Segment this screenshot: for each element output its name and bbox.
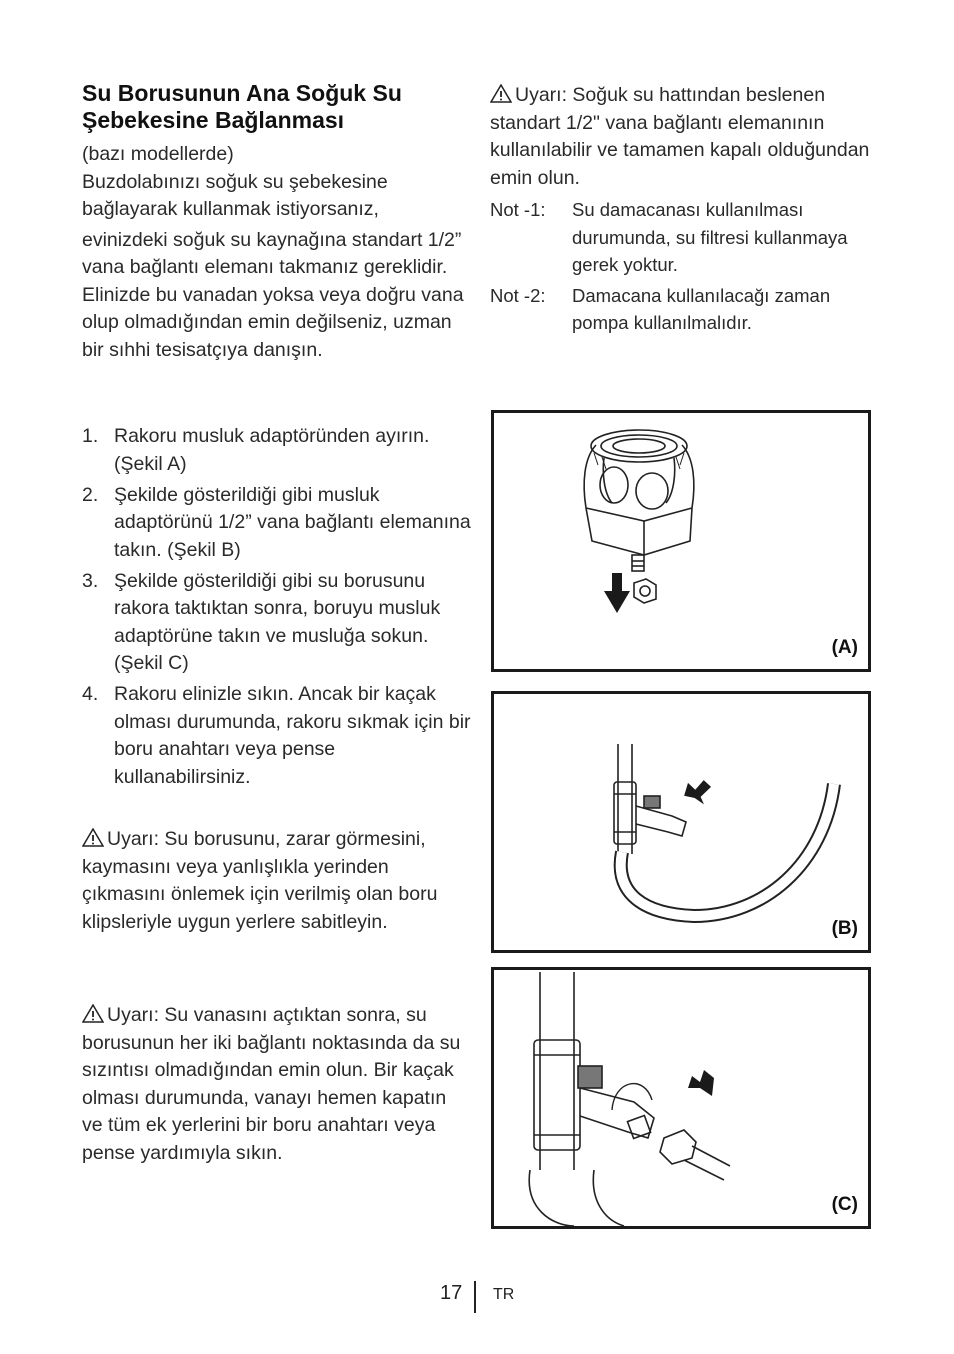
language-code: TR — [493, 1286, 515, 1303]
step-number: 1. — [82, 425, 99, 447]
valve-connection-illustration — [494, 694, 868, 950]
note-text: Damacana kullanılacağı zaman pompa kullanılmalıdır. — [572, 284, 831, 333]
intro-text — [82, 141, 477, 364]
figure-b — [491, 691, 871, 953]
figure-label: (A) — [831, 637, 858, 658]
notes — [490, 196, 875, 337]
warning-text: Uyarı: Su borusunu, zarar görmesini, kaymasını veya yanlışlıkla yerinden çıkmasını önlemek için verilmiş olan boru klipsleriyle uygun yerlere sabitleyin. — [82, 828, 438, 933]
step-text: Şekilde gösterildiği gibi su borusunu rakora taktıktan sonra, boruyu musluk adaptörüne takın ve musluğa sokun. (Şekil C) — [114, 569, 441, 674]
tap-adapter-illustration — [494, 413, 868, 669]
warning-icon — [82, 828, 104, 847]
step-number: 4. — [82, 683, 99, 705]
list-item — [82, 681, 477, 791]
step-text: Şekilde gösterildiği gibi musluk adaptörünü 1/2” vana bağlantı elemanına takın. (Şekil B) — [114, 483, 471, 561]
warning-pipe-clips — [82, 826, 467, 936]
warning-valve — [490, 82, 875, 192]
intro-line: evinizdeki soğuk su kaynağına standart 1/2” vana bağlantı elemanı takmanız gereklidir. Elinizde bu vanadan yoksa veya doğru vana olup olmadığından emin değilseniz, uzman bir sıhhi tesisatçıya danışın. — [82, 228, 464, 361]
section-heading: Su Borusunun Ana Soğuk Su Şebekesine Bağlanması — [82, 80, 402, 133]
note-label: Not -2: — [490, 284, 546, 306]
figure-label: (C) — [831, 1194, 858, 1215]
step-text: Rakoru elinizle sıkın. Ancak bir kaçak olması durumunda, rakoru sıkmak için bir boru anahtarı veya pense kullanabilirsiniz. — [114, 683, 471, 788]
warning-icon — [82, 1004, 104, 1023]
warning-text: Uyarı: Soğuk su hattından beslenen standart 1/2" vana bağlantı elemanının kullanılabilir ve tamamen kapalı olduğundan emin olun. — [490, 84, 870, 189]
footer-divider — [474, 1281, 476, 1313]
note-item — [490, 282, 875, 337]
hose-insertion-illustration — [494, 970, 868, 1226]
intro-line: (bazı modellerde) — [82, 143, 234, 165]
intro-line: Buzdolabınızı soğuk su şebekesine bağlayarak kullanmak istiyorsanız, — [82, 170, 388, 220]
step-text: Rakoru musluk adaptöründen ayırın. (Şekil A) — [114, 425, 430, 475]
installation-steps — [82, 423, 477, 795]
figure-c — [491, 967, 871, 1229]
note-text: Su damacanası kullanılması durumunda, su filtresi kullanmaya gerek yoktur. — [572, 199, 848, 275]
step-number: 2. — [82, 483, 99, 506]
warning-icon — [490, 84, 512, 103]
list-item — [82, 482, 477, 565]
note-item — [490, 196, 875, 279]
page-number: 17 — [440, 1282, 463, 1304]
figure-a — [491, 410, 871, 672]
note-label: Not -1: — [490, 199, 546, 220]
step-number: 3. — [82, 569, 99, 592]
list-item — [82, 568, 477, 678]
warning-leak-check — [82, 1002, 467, 1167]
warning-text: Uyarı: Su vanasını açtıktan sonra, su borusunun her iki bağlantı noktasında da su sızıntısı olmadığından emin olun. Bir kaçak olması durumunda, vanayı hemen kapatın ve tüm ek yerlerini bir boru anahtarı veya pense yardımıyla sıkın. — [82, 1004, 461, 1164]
list-item — [82, 423, 477, 478]
figure-label: (B) — [831, 918, 858, 939]
